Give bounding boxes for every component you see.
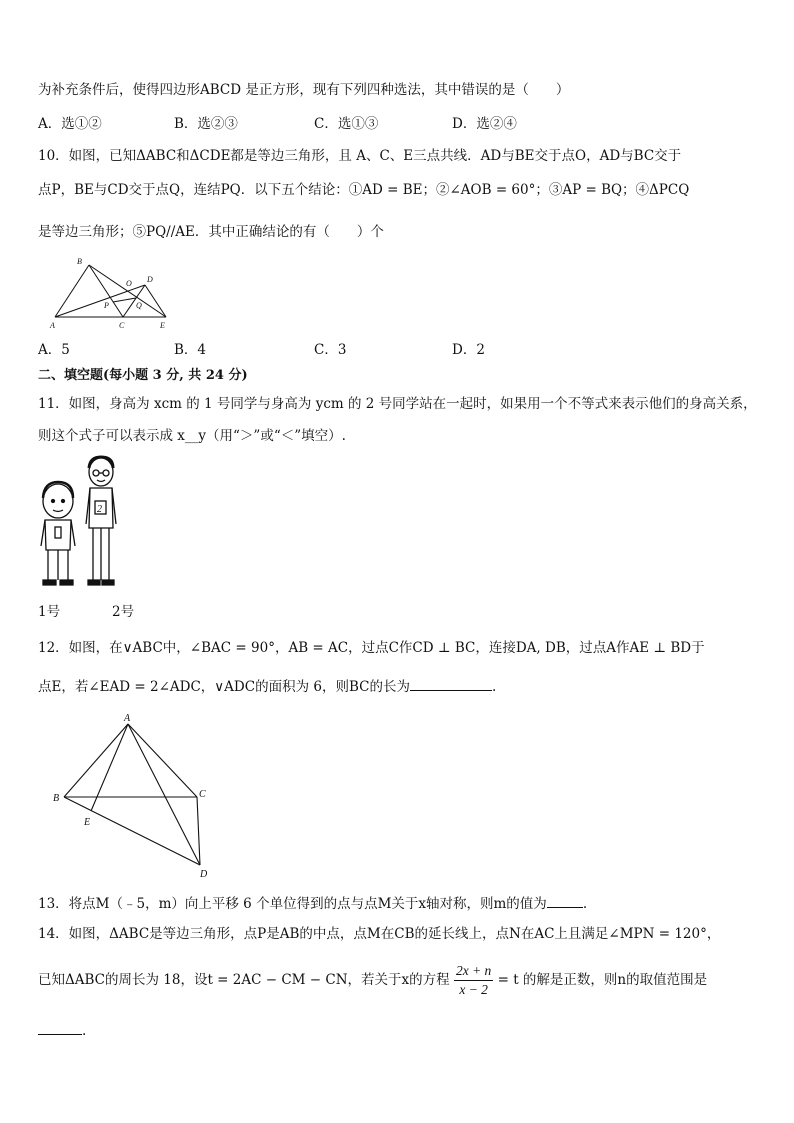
q11-text-line2: 则这个式子可以表示成 x__y（用“＞”或“＜”填空）. <box>38 428 346 444</box>
q11-students-illustration <box>36 454 126 594</box>
q9-option-c: C．选①③ <box>314 116 379 132</box>
q10-option-c: C．3 <box>314 342 347 358</box>
q12-text-line1: 12．如图，在∨ABC中，∠BAC = 90°，AB = AC，过点C作CD ⊥ BC，连接DA, DB，过点A作AE ⊥ BD于 <box>38 640 705 656</box>
q11-text-line1: 11．如图，身高为 xcm 的 1 号同学与身高为 ycm 的 2 号同学站在一起时，如果用一个不等式来表示他们的身高关系， <box>38 396 757 412</box>
q14-text-line3-end: . <box>82 1023 87 1039</box>
q14-answer-blank <box>38 1020 82 1035</box>
q10-label-b: B <box>77 257 82 266</box>
q10-label-d: D <box>147 275 153 284</box>
q10-text-line1: 10．如图，已知ΔABC和ΔCDE都是等边三角形，且 A、C、E三点共线．AD与BE交于点O，AD与BC交于 <box>38 148 682 164</box>
q12-text-line2a: 点E，若∠EAD = 2∠ADC，∨ADC的面积为 6，则BC的长为 <box>38 679 410 695</box>
q10-label-a: A <box>50 321 55 330</box>
q12-label-e: E <box>84 817 91 828</box>
q12-label-c: C <box>199 789 206 800</box>
q12-label-d: D <box>200 869 208 880</box>
q10-label-e: E <box>160 321 165 330</box>
q10-option-b: B．4 <box>174 342 207 358</box>
q10-option-d: D．2 <box>452 342 485 358</box>
q9-option-b: B．选②③ <box>174 116 238 132</box>
q11-label-1: 1号 <box>38 604 61 620</box>
q14-text-line2 <box>38 960 707 1000</box>
q10-label-q: Q <box>136 301 142 310</box>
q14-fraction-numerator: 2x + n <box>454 962 493 981</box>
q12-answer-blank <box>410 676 492 691</box>
q10-option-a: A．5 <box>38 342 70 358</box>
q14-text-line1: 14．如图，ΔABC是等边三角形，点P是AB的中点，点M在CB的延长线上，点N在AC上且满足∠MPN = 120°， <box>38 926 721 942</box>
q14-text-line2b: = t 的解是正数，则n的取值范围是 <box>497 972 708 988</box>
q9-option-a: A．选①② <box>38 116 102 132</box>
q14-text-line3 <box>38 1020 86 1041</box>
section-heading: 二、填空题(每小题 3 分, 共 24 分) <box>38 368 248 383</box>
q13-answer-blank <box>547 893 583 908</box>
q12-label-b: B <box>53 793 60 804</box>
svg-text:2: 2 <box>97 504 102 515</box>
q9-option-d: D．选②④ <box>452 116 517 132</box>
q9-text: 为补充条件后，使得四边形ABCD 是正方形，现有下列四种选法，其中错误的是（ ） <box>38 82 570 98</box>
q14-text-line2a: 已知ΔABC的周长为 18，设t = 2AC − CM − CN，若关于x的方程 <box>38 972 450 988</box>
q10-label-o: O <box>126 279 132 288</box>
q10-text-line3: 是等边三角形；⑤PQ//AE．其中正确结论的有（ ）个 <box>38 224 384 240</box>
q10-label-p: P <box>104 301 109 310</box>
q10-label-c: C <box>119 321 125 330</box>
q14-fraction-denominator: x − 2 <box>459 982 488 997</box>
q12-text-line2 <box>38 676 496 697</box>
q12-label-a: A <box>124 713 131 724</box>
q11-label-2: 2号 <box>112 604 135 620</box>
q13-text-b: . <box>582 896 588 912</box>
q12-text-line2b: . <box>491 679 497 695</box>
q14-fraction <box>454 962 493 999</box>
q12-geometry-figure <box>48 710 218 880</box>
q10-triangle-figure <box>40 252 180 334</box>
q13-text <box>38 893 587 914</box>
q13-text-a: 13．将点M（﹣5，m）向上平移 6 个单位得到的点与点M关于x轴对称，则m的值为 <box>38 896 547 912</box>
q10-text-line2: 点P，BE与CD交于点Q，连结PQ．以下五个结论：①AD = BE；②∠AOB = 60°；③AP = BQ；④ΔPCQ <box>38 182 690 198</box>
